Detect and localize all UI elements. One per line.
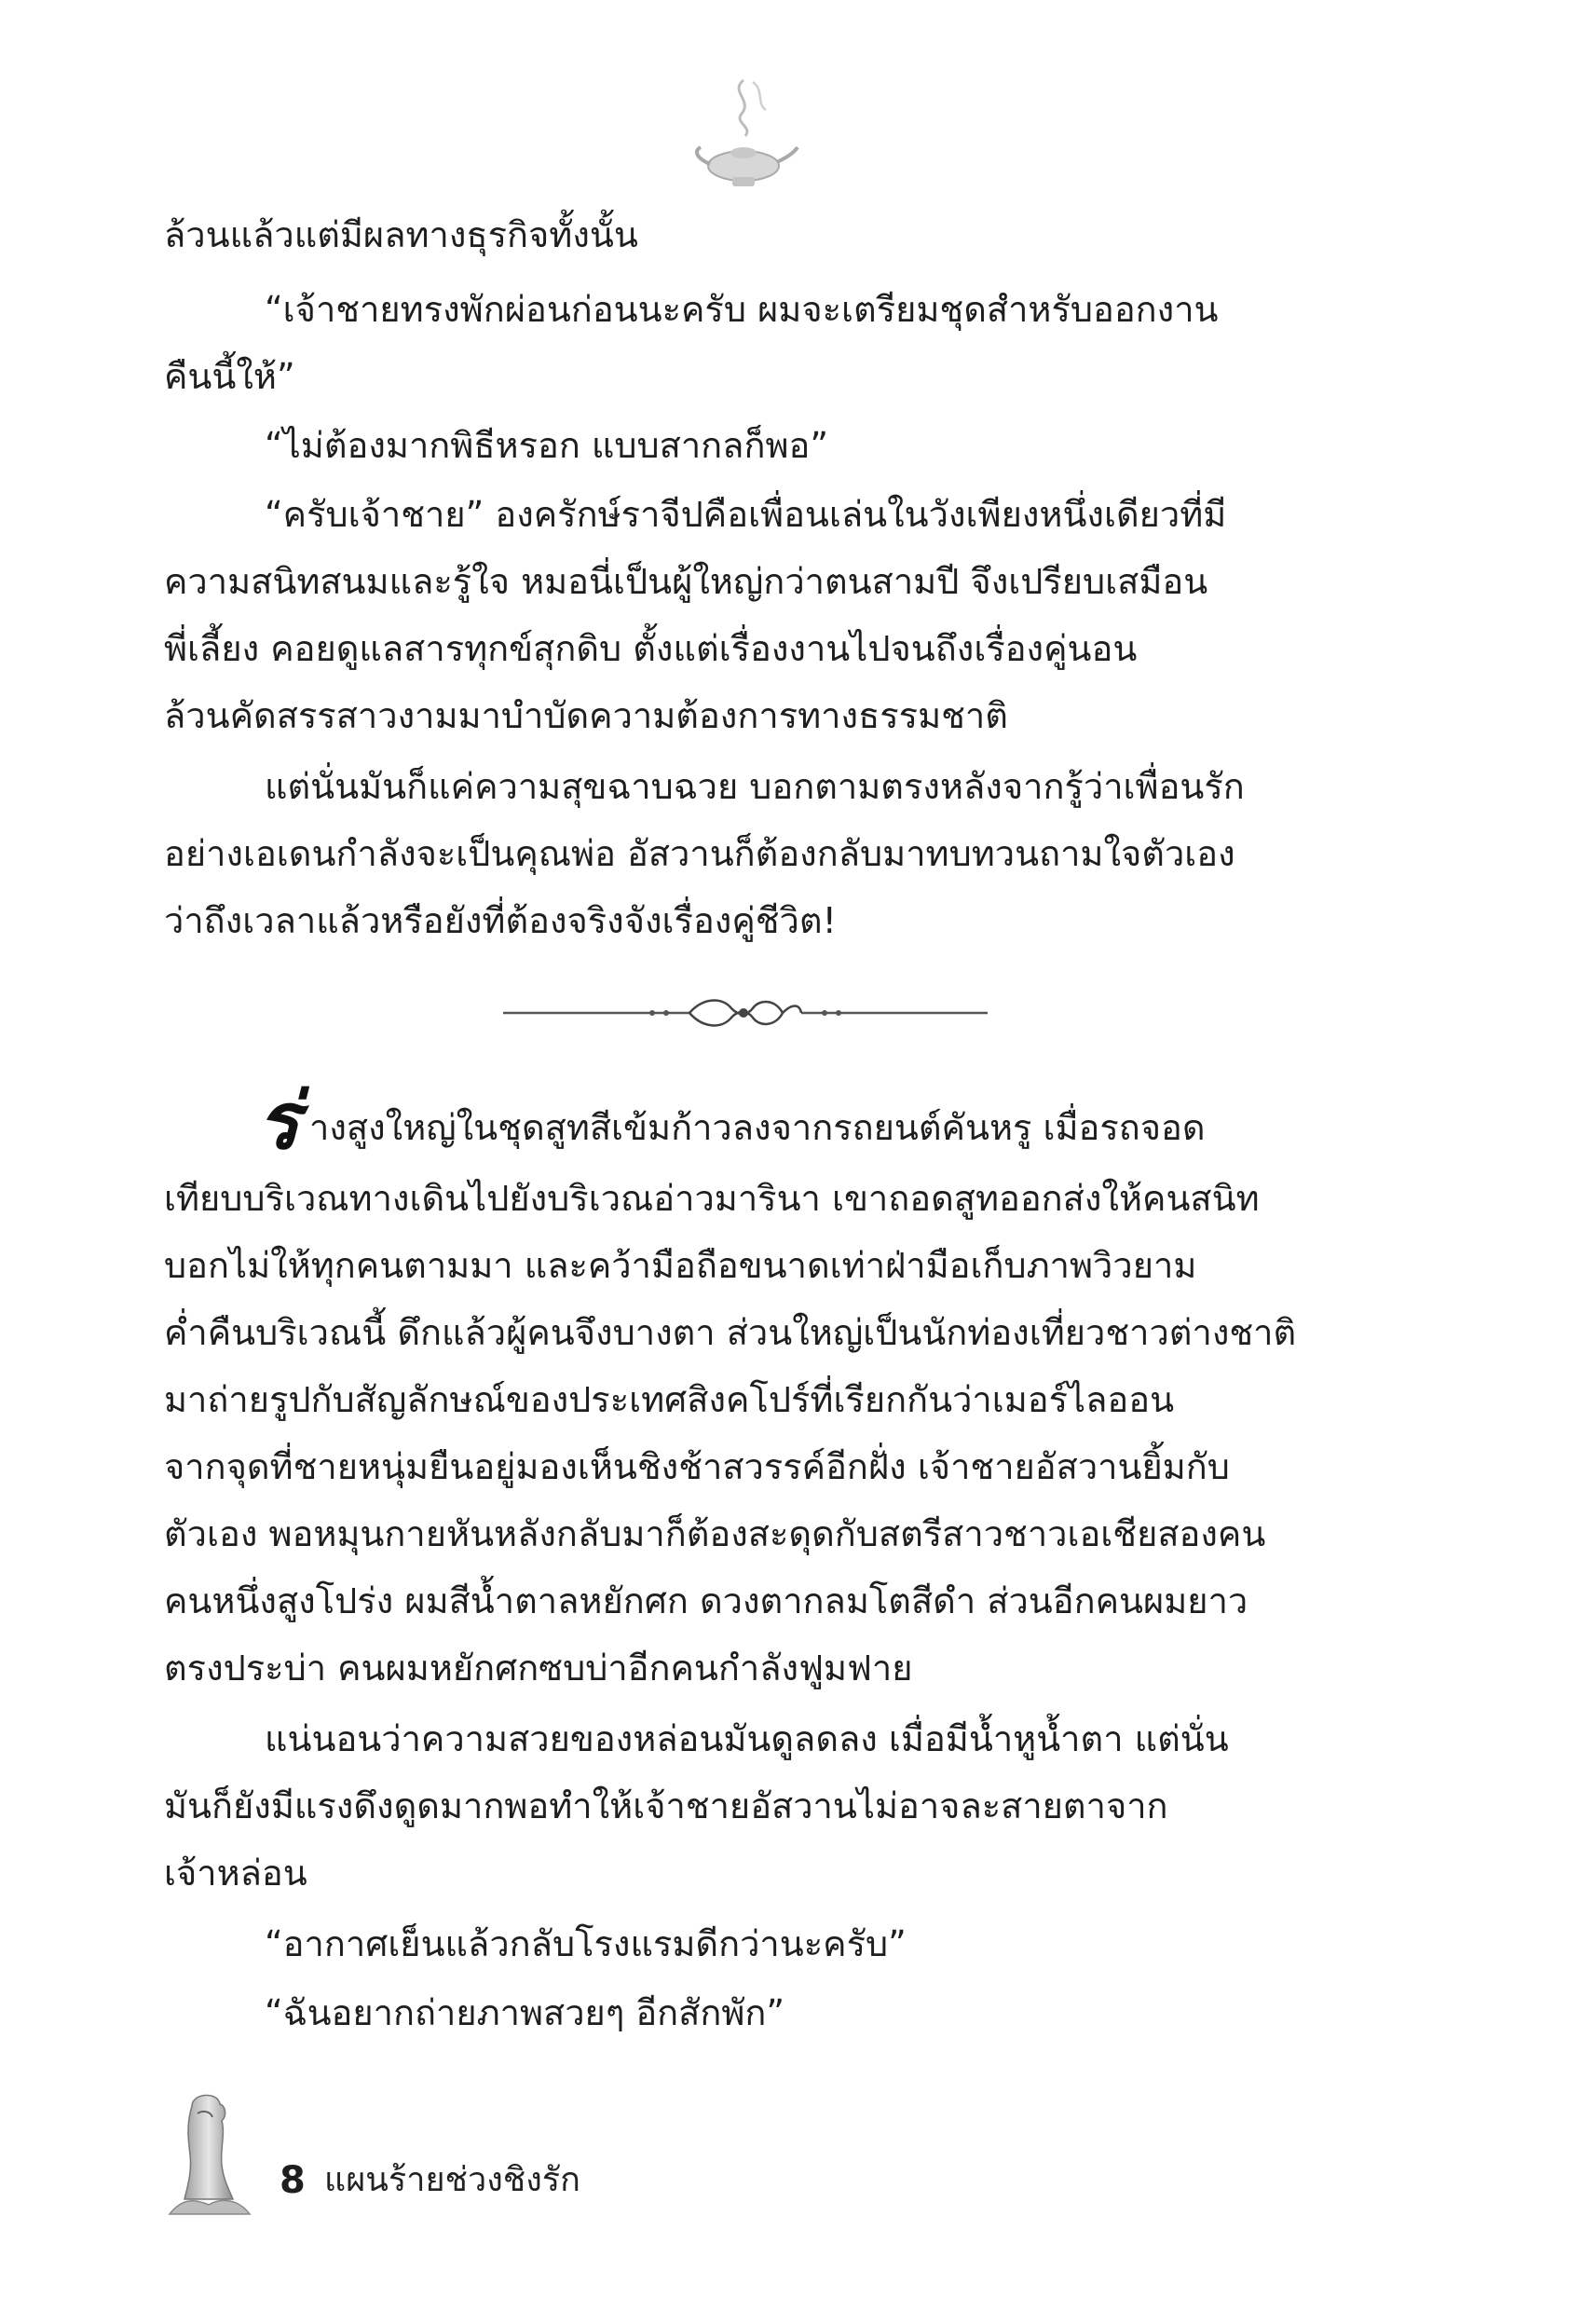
- text-line: “ไม่ต้องมากพิธีหรอก แบบสากลก็พอ”: [265, 425, 829, 466]
- text-line: เจ้าหล่อน: [164, 1853, 307, 1894]
- text-line: ล้วนแล้วแต่มีผลทางธุรกิจทั้งนั้น: [164, 214, 638, 255]
- text-line: มันก็ยังมีแรงดึงดูดมากพอทำให้เจ้าชายอัสวานไม่อาจละสายตาจาก: [164, 1785, 1168, 1826]
- text-line: บอกไม่ให้ทุกคนตามมา และคว้ามือถือขนาดเท่าฝ่ามือเก็บภาพวิวยาม: [164, 1245, 1197, 1286]
- genie-lamp-icon: [688, 73, 799, 194]
- floral-divider-icon: [503, 990, 988, 1036]
- text-line: คนหนึ่งสูงโปร่ง ผมสีน้ำตาลหยักศก ดวงตากลมโตสีดำ ส่วนอีกคนผมยาว: [164, 1580, 1248, 1621]
- text-line: ล้วนคัดสรรสาวงามมาบำบัดความต้องการทางธรรมชาติ: [164, 695, 1008, 736]
- text-line: ความสนิทสนมและรู้ใจ หมอนี่เป็นผู้ใหญ่กว่าตนสามปี จึงเปรียบเสมือน: [164, 561, 1208, 602]
- text-line: คืนนี้ให้”: [164, 356, 295, 397]
- text-line: มาถ่ายรูปกับสัญลักษณ์ของประเทศสิงคโปร์ที่เรียกกันว่าเมอร์ไลออน: [164, 1379, 1175, 1420]
- page-number: 8: [280, 2159, 306, 2202]
- text-line: อย่างเอเดนกำลังจะเป็นคุณพ่อ อัสวานก็ต้องกลับมาทบทวนถามใจตัวเอง: [164, 833, 1235, 874]
- text-line: “เจ้าชายทรงพักผ่อนก่อนนะครับ ผมจะเตรียมชุดสำหรับออกงาน: [265, 289, 1219, 330]
- text-line: “อากาศเย็นแล้วกลับโรงแรมดีกว่านะครับ”: [265, 1923, 907, 1964]
- text-line: “ฉันอยากถ่ายภาพสวยๆ อีกสักพัก”: [265, 1992, 785, 2033]
- text-line: จากจุดที่ชายหนุ่มยืนอยู่มองเห็นชิงช้าสวรรค์อีกฝั่ง เจ้าชายอัสวานยิ้มกับ: [164, 1446, 1230, 1487]
- text-line: เทียบบริเวณทางเดินไปยังบริเวณอ่าวมารินา เขาถอดสูทออกส่งให้คนสนิท: [164, 1178, 1260, 1219]
- merlion-statue-icon: [164, 2087, 253, 2218]
- text-line: ตัวเอง พอหมุนกายหันหลังกลับมาก็ต้องสะดุดกับสตรีสาวชาวเอเชียสองคน: [164, 1513, 1266, 1554]
- text-line: พี่เลี้ยง คอยดูแลสารทุกข์สุกดิบ ตั้งแต่เรื่องงานไปจนถึงเรื่องคู่นอน: [164, 628, 1138, 669]
- text-line: “ครับเจ้าชาย” องครักษ์ราจีปคือเพื่อนเล่นในวังเพียงหนึ่งเดียวที่มี: [265, 494, 1227, 535]
- text-line: ว่าถึงเวลาแล้วหรือยังที่ต้องจริงจังเรื่องคู่ชีวิต!: [164, 900, 837, 941]
- drop-cap: ร่: [257, 1074, 300, 1167]
- text-line: างสูงใหญ่ในชุดสูทสีเข้มก้าวลงจากรถยนต์คันหรู เมื่อรถจอด: [309, 1107, 1206, 1148]
- text-line: แน่นอนว่าความสวยของหล่อนมันดูลดลง เมื่อมีน้ำหูน้ำตา แต่นั่น: [265, 1718, 1229, 1759]
- running-title: แผนร้ายช่วงชิงรัก: [324, 2161, 580, 2199]
- text-line: ค่ำคืนบริเวณนี้ ดึกแล้วผู้คนจึงบางตา ส่วนใหญ่เป็นนักท่องเที่ยวชาวต่างชาติ: [164, 1312, 1297, 1353]
- text-line: แต่นั่นมันก็แค่ความสุขฉาบฉวย บอกตามตรงหลังจากรู้ว่าเพื่อนรัก: [265, 766, 1245, 807]
- text-line: ตรงประบ่า คนผมหยักศกซบบ่าอีกคนกำลังฟูมฟาย: [164, 1648, 913, 1689]
